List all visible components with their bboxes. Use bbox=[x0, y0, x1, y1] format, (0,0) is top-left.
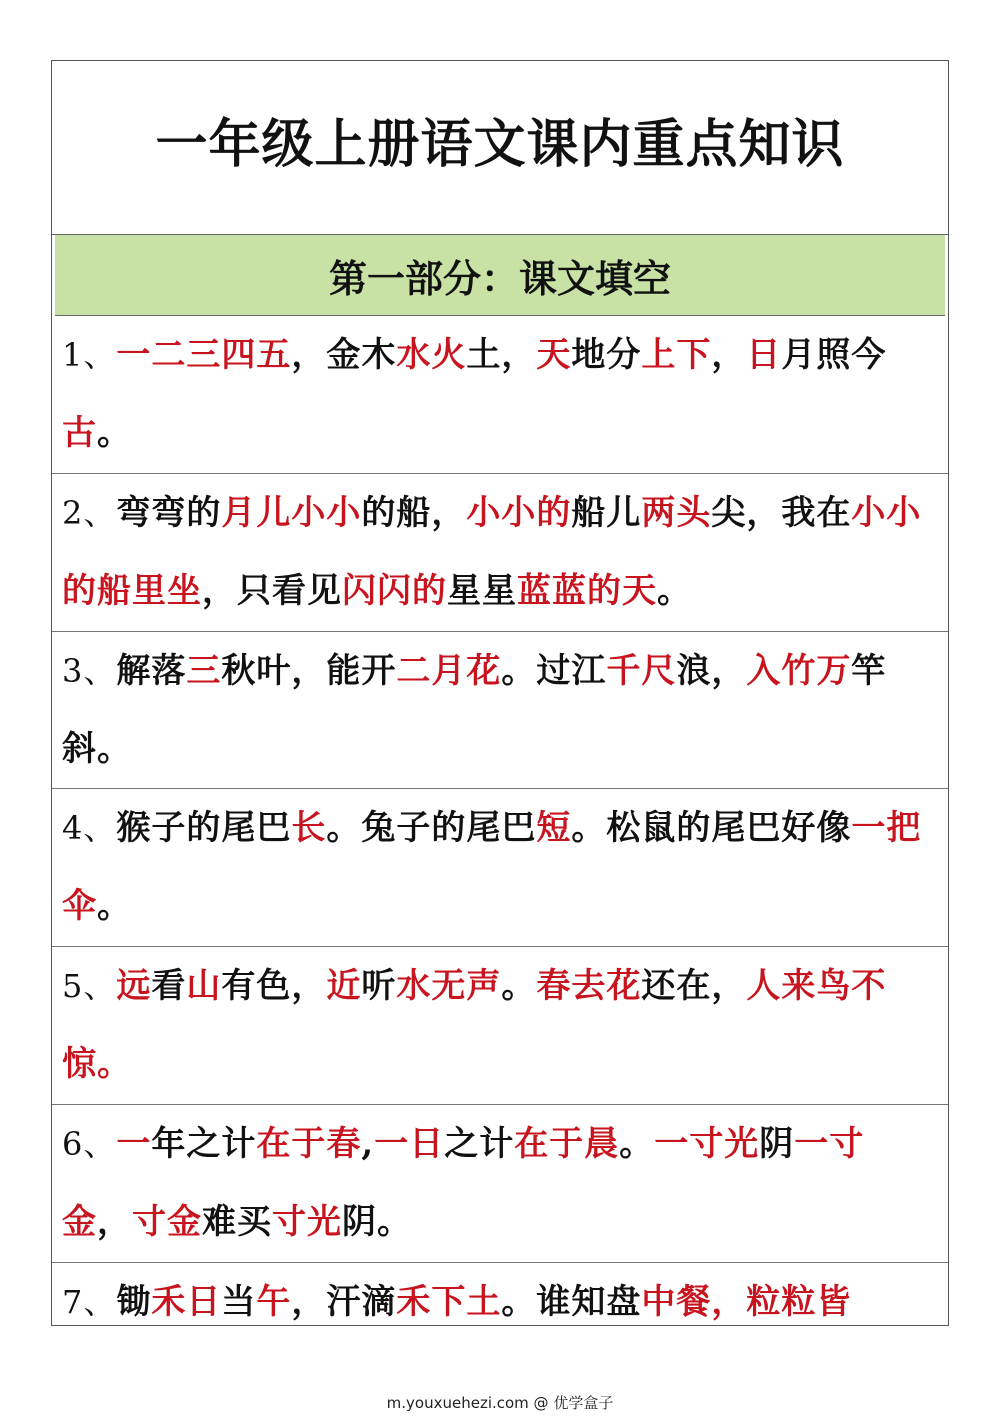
body-text: 。 bbox=[657, 570, 692, 611]
body-text: 有色， bbox=[221, 966, 327, 1007]
body-text: 阴 bbox=[759, 1123, 795, 1164]
body-text: 解落 bbox=[116, 650, 187, 691]
body-text: ， bbox=[711, 335, 747, 375]
body-text: 。谁知盘 bbox=[501, 1281, 642, 1322]
emphasis-text: 一寸光 bbox=[654, 1123, 760, 1164]
emphasis-text: 一 bbox=[116, 1123, 152, 1164]
emphasis-text: 小小的 bbox=[466, 492, 572, 533]
emphasis-text: 闪闪的 bbox=[342, 570, 447, 611]
emphasis-text: 一把伞 bbox=[62, 808, 922, 927]
body-text: 之计 bbox=[444, 1123, 515, 1164]
body-text: , bbox=[361, 1123, 375, 1164]
item-list bbox=[52, 316, 948, 1421]
list-item bbox=[52, 632, 948, 790]
body-text: 。 bbox=[501, 966, 537, 1007]
item-number: 2、 bbox=[62, 493, 117, 532]
emphasis-text: 短 bbox=[536, 808, 572, 849]
list-item bbox=[52, 789, 948, 947]
emphasis-text: 远 bbox=[116, 966, 152, 1007]
body-text: 船儿 bbox=[571, 492, 642, 533]
emphasis-text: 寸金 bbox=[132, 1201, 202, 1242]
emphasis-text: 古 bbox=[62, 413, 97, 453]
body-text: ，汗滴 bbox=[291, 1281, 397, 1322]
body-text: 。 bbox=[97, 886, 132, 927]
body-text: 还在， bbox=[641, 966, 747, 1007]
emphasis-text: 禾下土 bbox=[396, 1281, 502, 1322]
item-text bbox=[62, 316, 928, 472]
emphasis-text: 寸光 bbox=[272, 1201, 342, 1242]
body-text: 锄 bbox=[116, 1281, 152, 1322]
emphasis-text: 水火 bbox=[396, 335, 467, 375]
emphasis-text: 水无声 bbox=[396, 966, 502, 1007]
emphasis-text: 一寸金 bbox=[62, 1123, 865, 1242]
body-text: 月照今 bbox=[781, 335, 887, 375]
emphasis-text: 一日 bbox=[374, 1123, 445, 1164]
item-text bbox=[62, 789, 928, 945]
body-text: ，金木 bbox=[291, 335, 397, 375]
item-text bbox=[62, 632, 928, 788]
item-number: 4、 bbox=[62, 809, 117, 848]
emphasis-text: 春去花 bbox=[536, 966, 642, 1007]
emphasis-text: 一二三四五 bbox=[116, 335, 292, 375]
list-item bbox=[52, 474, 948, 632]
item-text bbox=[62, 947, 928, 1103]
body-text: 秋叶，能开 bbox=[221, 650, 397, 691]
body-text: 当 bbox=[221, 1281, 257, 1322]
emphasis-text: 日 bbox=[746, 335, 782, 375]
body-text: 。过江 bbox=[501, 650, 607, 691]
body-text: 阴。 bbox=[342, 1201, 412, 1242]
item-text bbox=[62, 1105, 928, 1261]
emphasis-text: 人来鸟不惊。 bbox=[62, 966, 887, 1085]
body-text: 浪， bbox=[676, 650, 747, 691]
section-header bbox=[55, 235, 945, 316]
page-title: 一年级上册语文课内重点知识 bbox=[155, 115, 845, 175]
emphasis-text: 二月花 bbox=[396, 650, 502, 691]
item-number: 5、 bbox=[62, 967, 117, 1006]
body-text: 。 bbox=[619, 1123, 655, 1164]
emphasis-text: 午 bbox=[256, 1281, 292, 1322]
body-text: 。兔子的尾巴 bbox=[326, 808, 537, 849]
item-number: 6、 bbox=[62, 1124, 117, 1163]
body-text: ，只看见 bbox=[202, 570, 342, 611]
body-text: 星星 bbox=[447, 570, 517, 611]
body-text: 年之计 bbox=[151, 1123, 257, 1164]
emphasis-text: 小小的船里坐 bbox=[62, 492, 922, 611]
emphasis-text: 禾日 bbox=[151, 1281, 222, 1322]
body-text: 猴子的尾巴 bbox=[116, 808, 292, 849]
body-text: ， bbox=[97, 1201, 132, 1242]
list-item bbox=[52, 1105, 948, 1263]
body-text: 竿斜。 bbox=[62, 650, 887, 769]
body-text: 弯弯的 bbox=[116, 492, 222, 533]
emphasis-text: 长 bbox=[291, 808, 327, 849]
emphasis-text: 山 bbox=[186, 966, 222, 1007]
emphasis-text: 上下 bbox=[641, 335, 712, 375]
body-text: 尖，我在 bbox=[711, 492, 852, 533]
emphasis-text: 近 bbox=[326, 966, 362, 1007]
body-text: 。松鼠的尾巴好像 bbox=[571, 808, 852, 849]
body-text: 难买 bbox=[202, 1201, 272, 1242]
emphasis-text: 天 bbox=[536, 335, 572, 375]
emphasis-text: 中餐，粒粒皆 bbox=[641, 1281, 852, 1322]
item-text bbox=[62, 1263, 851, 1341]
section-title: 第一部分：课文填空 bbox=[328, 256, 671, 301]
list-item bbox=[52, 947, 948, 1105]
emphasis-text: 月儿小小 bbox=[221, 492, 362, 533]
body-text: 土， bbox=[466, 335, 537, 375]
title-box bbox=[52, 61, 948, 235]
body-text: 看 bbox=[151, 966, 187, 1007]
footer-watermark: m.youxuehezi.com @ 优学盒子 bbox=[386, 1394, 614, 1412]
body-text: 。 bbox=[97, 413, 132, 453]
body-text: 听 bbox=[361, 966, 397, 1007]
body-text: 地分 bbox=[571, 335, 642, 375]
emphasis-text: 两头 bbox=[641, 492, 712, 533]
emphasis-text: 在于晨 bbox=[514, 1123, 620, 1164]
emphasis-text: 在于春 bbox=[256, 1123, 362, 1164]
emphasis-text: 蓝蓝的天 bbox=[517, 570, 657, 611]
emphasis-text: 三 bbox=[186, 650, 222, 691]
list-item bbox=[52, 316, 948, 474]
item-text bbox=[62, 474, 928, 630]
emphasis-text: 入竹万 bbox=[746, 650, 852, 691]
item-number: 1、 bbox=[62, 336, 117, 374]
worksheet bbox=[51, 60, 949, 1326]
emphasis-text: 千尺 bbox=[606, 650, 677, 691]
body-text: 的船， bbox=[361, 492, 467, 533]
item-number: 7、 bbox=[62, 1282, 117, 1321]
item-number: 3、 bbox=[62, 651, 117, 690]
